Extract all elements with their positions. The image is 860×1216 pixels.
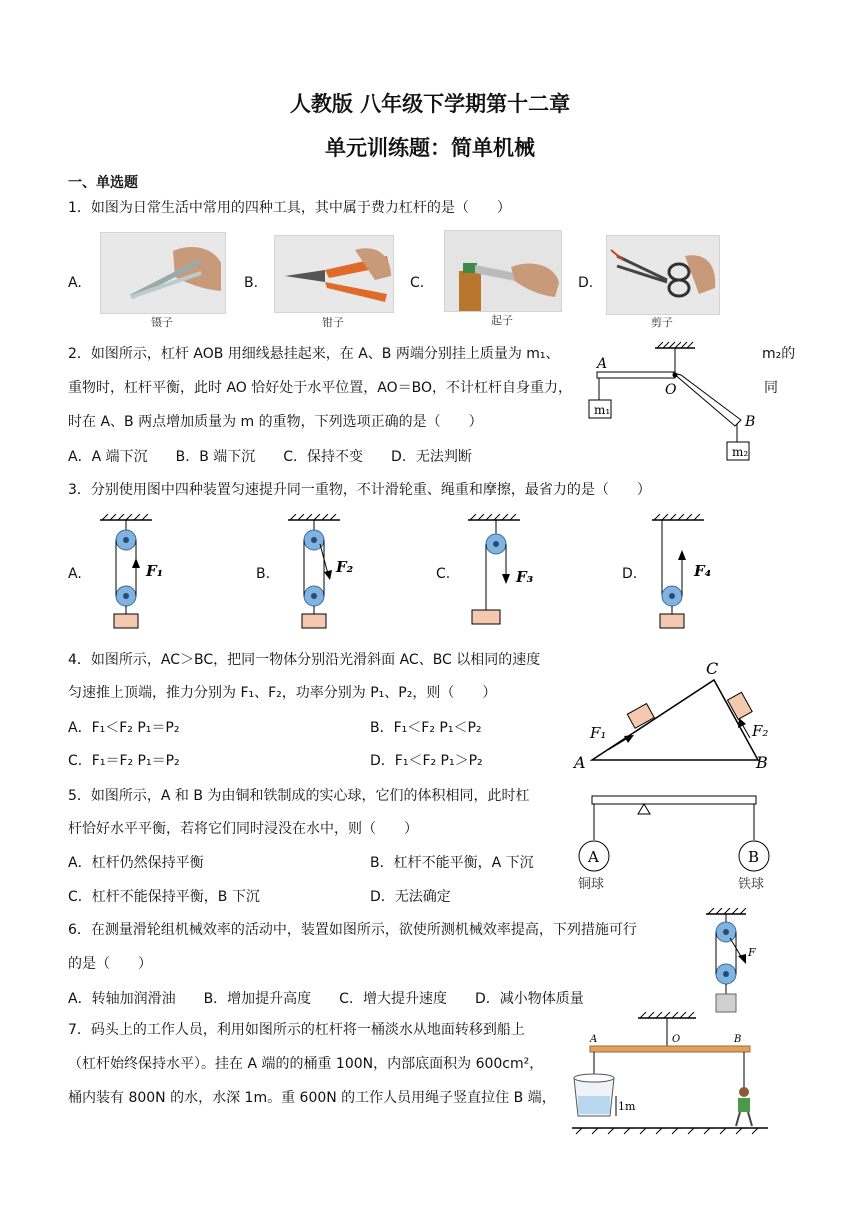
question-5-option-a: A．杠杆仍然保持平衡 (68, 855, 204, 871)
force-f2-incline-label: F₂ (752, 722, 769, 740)
tweezers-icon (101, 233, 225, 313)
incline-c-label: C (706, 659, 719, 678)
question-4-option-c: C．F₁＝F₂ P₁＝P₂ (68, 753, 180, 769)
question-4-option-a: A．F₁＜F₂ P₁＝P₂ (68, 720, 180, 736)
q1-caption-c: 起子 (491, 314, 513, 327)
lever-b-label: B (745, 414, 756, 430)
question-1-stem: 1．如图为日常生活中常用的四种工具，其中属于费力杠杆的是（ ） (68, 200, 511, 216)
pulley-system-a (92, 514, 188, 634)
section-heading: 一、单选题 (68, 175, 138, 191)
q1-label-b: B. (244, 275, 259, 291)
question-6-options: A．转轴加润滑油 B．增加提升高度 C．增大提升速度 D．减小物体质量 (68, 991, 584, 1007)
question-5-line-2: 杆恰好水平平衡，若将它们同时浸没在水中，则（ ） (68, 821, 418, 837)
question-2-line-1-tail: m₂的 (762, 346, 796, 362)
scissors-icon (607, 236, 719, 314)
pliers-image (274, 235, 394, 313)
scissors-image (606, 235, 720, 315)
copper-ball-caption: 铜球 (578, 877, 605, 892)
q1-caption-b: 钳子 (322, 316, 344, 329)
pulley-system-c (460, 514, 556, 634)
page-title: 人教版 八年级下学期第十二章 (289, 92, 571, 116)
dock-lever-b-label: B (734, 1034, 742, 1045)
iron-ball-label: B (748, 848, 760, 866)
question-2-line-2: 重物时，杠杆平衡，此时 AO 恰好处于水平位置，AO＝BO，不计杠杆自身重力， (68, 380, 572, 396)
pliers-icon (275, 236, 393, 312)
q3-label-c: C. (436, 566, 451, 582)
bottle-opener-image (444, 230, 562, 312)
tweezers-image (100, 232, 226, 314)
copper-ball-label: A (588, 848, 599, 866)
q1-caption-d: 剪子 (651, 316, 673, 329)
incline-b-label: B (756, 753, 768, 772)
question-4-option-b: B．F₁＜F₂ P₁＜P₂ (370, 720, 482, 736)
dock-lever-o-label: O (672, 1034, 681, 1045)
pulley-block-diagram (700, 908, 770, 1020)
lever-aob-diagram (585, 340, 775, 470)
incline-a-label: A (574, 753, 586, 772)
lever-a-label: A (597, 356, 608, 372)
question-5-option-b: B．杠杆不能平衡，A 下沉 (370, 855, 534, 871)
mass-m1-label: m₁ (594, 403, 611, 417)
lever-o-label: O (665, 382, 677, 398)
question-2-options: A．A 端下沉 B．B 端下沉 C．保持不变 D．无法判断 (68, 449, 472, 465)
force-f1-incline-label: F₁ (590, 724, 607, 742)
pulley-system-b (280, 514, 376, 634)
question-3-stem: 3．分别使用图中四种装置匀速提升同一重物，不计滑轮重、绳重和摩擦，最省力的是（ ） (68, 482, 651, 498)
q1-label-a: A. (68, 275, 82, 291)
bottle-opener-icon (445, 231, 561, 311)
force-f4-label: F₄ (694, 562, 712, 580)
q3-label-a: A. (68, 566, 82, 582)
force-f3-label: F₃ (516, 568, 534, 586)
question-4-option-d: D．F₁＜F₂ P₁＞P₂ (370, 753, 483, 769)
balance-lever-diagram (572, 786, 782, 894)
question-7-line-1: 7．码头上的工作人员，利用如图所示的杠杆将一桶淡水从地面转移到船上 (68, 1022, 525, 1038)
q1-label-c: C. (410, 275, 425, 291)
q1-label-d: D. (578, 275, 594, 291)
question-2-line-3: 时在 A、B 两点增加质量为 m 的重物，下列选项正确的是（ ） (68, 414, 483, 430)
force-f2-label: F₂ (336, 558, 354, 576)
q3-label-d: D. (622, 566, 638, 582)
question-5-option-d: D．无法确定 (370, 889, 451, 905)
dock-lever-a-label: A (590, 1034, 598, 1045)
question-6-line-2: 的是（ ） (68, 956, 152, 972)
question-5-line-1: 5．如图所示，A 和 B 为由铜和铁制成的实心球，它们的体积相同，此时杠 (68, 788, 530, 804)
incline-triangle-diagram (572, 656, 782, 772)
q3-label-b: B. (256, 566, 271, 582)
question-4-line-1: 4．如图所示，AC＞BC，把同一物体分别沿光滑斜面 AC、BC 以相同的速度 (68, 652, 541, 668)
q1-caption-a: 镊子 (151, 316, 173, 329)
question-2-line-2-tail: 同 (764, 380, 778, 396)
pulley-force-label: F (748, 946, 756, 959)
question-7-line-3: 桶内装有 800N 的水，水深 1m。重 600N 的工作人员用绳子竖直拉住 B 端， (68, 1090, 556, 1106)
water-depth-label: 1m (618, 1100, 636, 1113)
page-subtitle: 单元训练题：简单机械 (325, 136, 535, 160)
question-6-line-1: 6．在测量滑轮组机械效率的活动中，装置如图所示，欲使所测机械效率提高，下列措施可行 (68, 922, 637, 938)
iron-ball-caption: 铁球 (738, 877, 765, 892)
question-2-line-1: 2．如图所示，杠杆 AOB 用细线悬挂起来，在 A、B 两端分别挂上质量为 m₁、 (68, 346, 560, 362)
pulley-system-d (648, 514, 744, 634)
mass-m2-label: m₂ (732, 445, 749, 459)
force-f1-label: F₁ (146, 562, 164, 580)
question-7-line-2: （杠杆始终保持水平）。挂在 A 端的的桶重 100N，内部底面积为 600cm²， (68, 1056, 544, 1072)
dock-lever-diagram (568, 1012, 772, 1136)
question-4-line-2: 匀速推上顶端，推力分别为 F₁、F₂，功率分别为 P₁、P₂，则（ ） (68, 685, 497, 701)
question-5-option-c: C．杠杆不能保持平衡，B 下沉 (68, 889, 260, 905)
